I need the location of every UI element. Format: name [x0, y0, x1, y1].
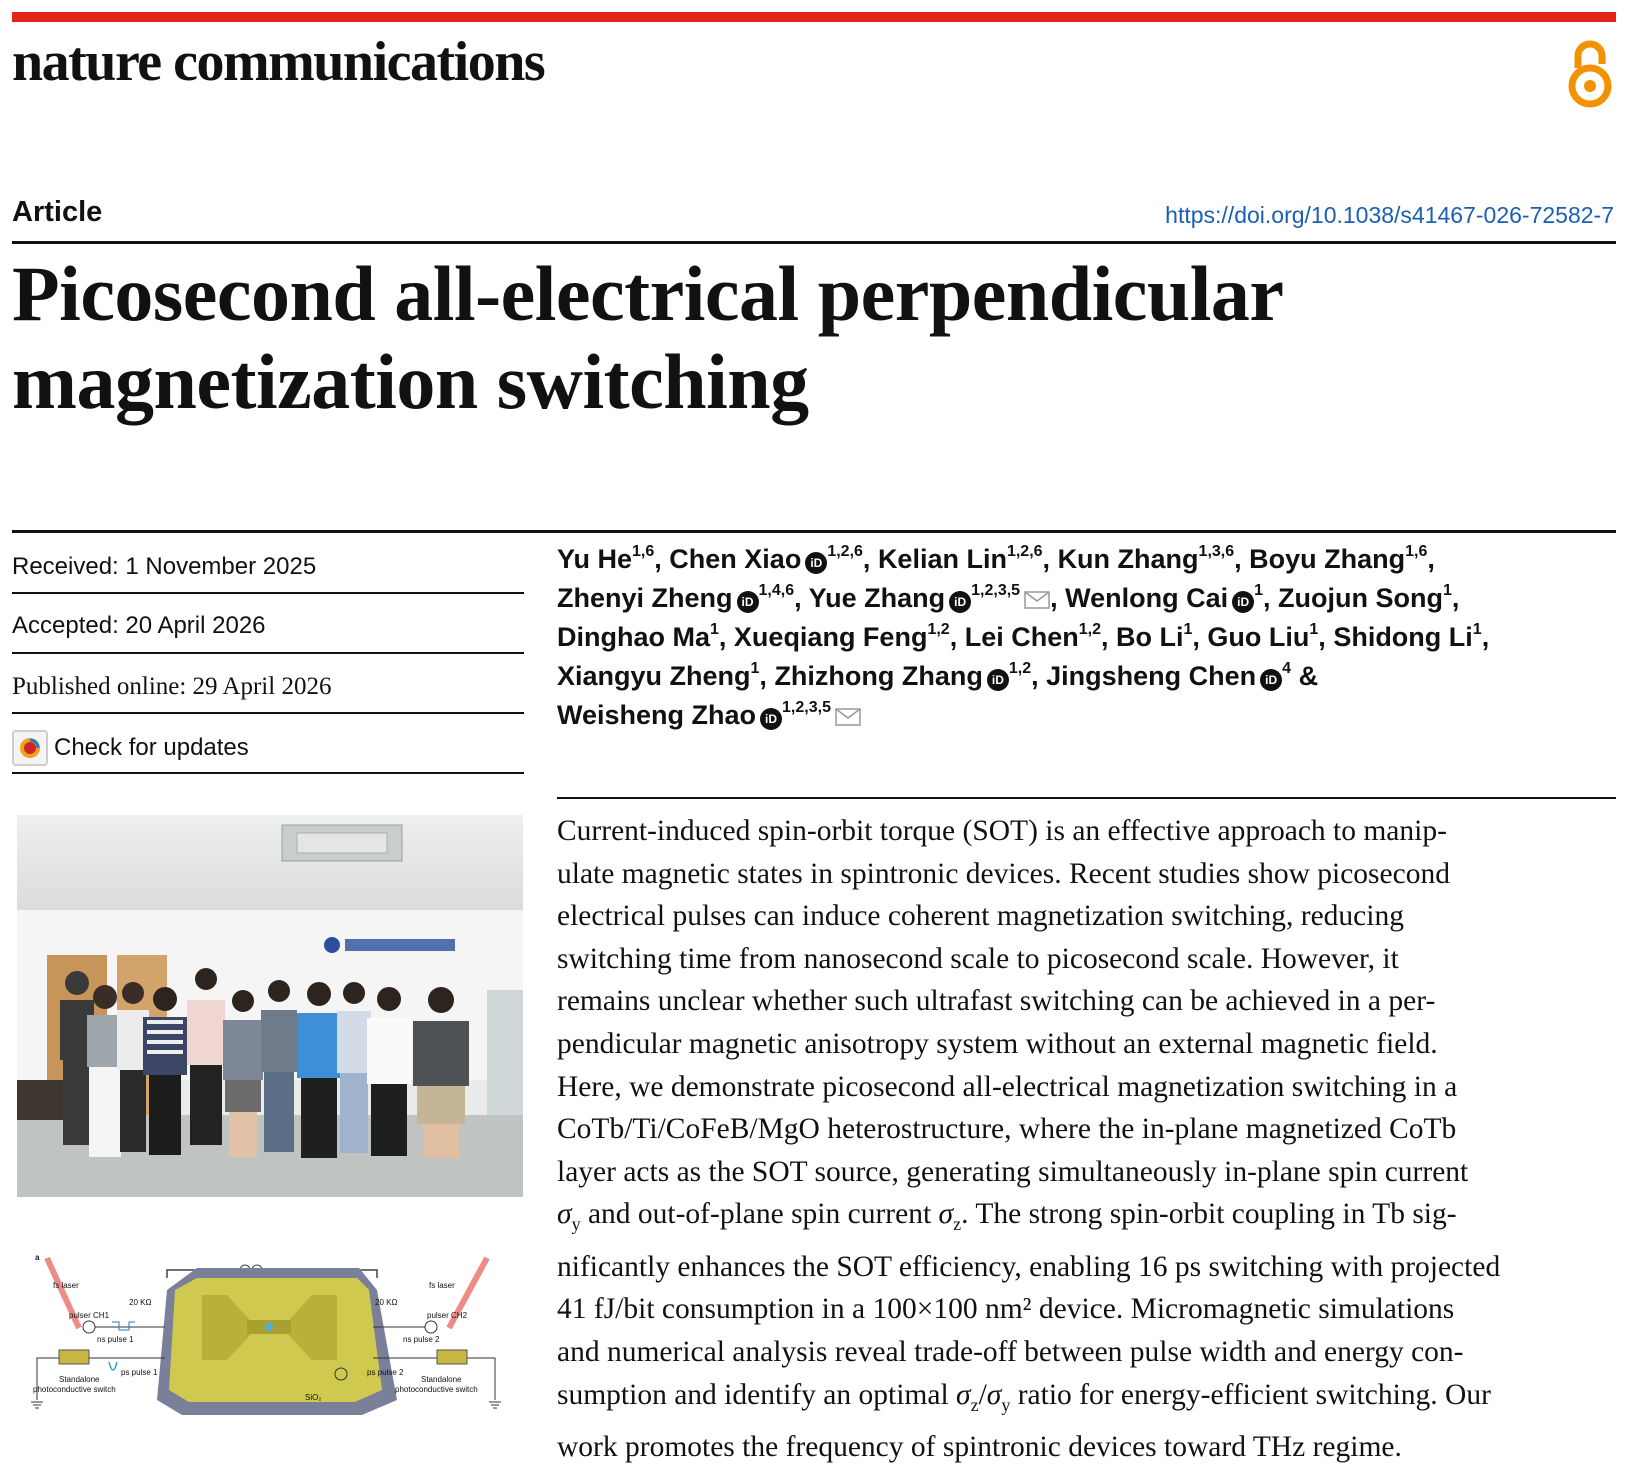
author-affiliations: 1 [1472, 621, 1482, 638]
open-access-lock-icon [1566, 34, 1614, 110]
switch-right-label-1: Standalone [421, 1375, 462, 1384]
team-photo [17, 815, 523, 1197]
orcid-icon[interactable]: iD [949, 591, 971, 613]
author-name: Yu He [557, 544, 633, 574]
abstract-line: nificantly enhances the SOT efficiency, enabling 16 ps switching with projected [557, 1250, 1501, 1283]
author[interactable] [669, 544, 863, 574]
author-name: Boyu Zhang [1249, 544, 1406, 574]
author-affiliations: 1,6 [1405, 543, 1428, 560]
author[interactable] [1116, 622, 1192, 652]
ns-pulse-1-label: ns pulse 1 [97, 1335, 134, 1344]
switch-left-label-1: Standalone [59, 1375, 100, 1384]
email-icon[interactable] [835, 708, 861, 726]
accepted-date: Accepted: 20 April 2026 [12, 612, 266, 639]
journal-accent-bar [12, 12, 1616, 22]
abstract [557, 810, 1615, 1469]
author-name: Zuojun Song [1278, 583, 1443, 613]
orcid-icon[interactable]: iD [987, 669, 1009, 691]
author[interactable] [734, 622, 950, 652]
author-affiliations: 1 [1309, 621, 1319, 638]
title-line: Picosecond all-electrical perpendicular [12, 250, 1284, 337]
substrate-label: SiO₂ [305, 1393, 322, 1402]
check-for-updates-icon [12, 730, 48, 766]
author-line: Xiangyu Zheng$^1$, Zhizhong Zhang iD$^{1,2}$, Jingsheng Chen $iD^4$ & [557, 660, 1319, 691]
author[interactable] [1333, 622, 1481, 652]
article-type: Article [12, 196, 103, 228]
abstract-line: work promotes the frequency of spintronic devices toward THz regime. [557, 1431, 1402, 1464]
author-affiliations: 1,2 [1008, 660, 1032, 677]
author-affiliations: 1 [1442, 582, 1452, 599]
switch-left-label-2: photoconductive switch [33, 1385, 116, 1394]
resistor-right-label: 20 KΩ [375, 1298, 398, 1307]
abstract-line: 41 fJ/bit consumption in a 100×100 nm² device. Micromagnetic simulations [557, 1293, 1455, 1326]
ps-pulse-1-label: ps pulse 1 [121, 1368, 158, 1377]
orcid-icon[interactable]: iD [760, 708, 782, 730]
abstract-line: Here, we demonstrate picosecond all-electrical magnetization switching in a [557, 1070, 1458, 1103]
fs-laser-right-label: fs laser [429, 1281, 455, 1290]
author[interactable] [1065, 583, 1263, 613]
author-line: Dinghao Ma$^1$, Xueqiang Feng$^{1,2}$, Lei Chen$^{1,2}$, Bo Li$^1$, Guo Liu$^1$, Shidong Li$^1$, [557, 621, 1490, 652]
ps-pulse-2-label: ps pulse 2 [367, 1368, 404, 1377]
author-name: Xueqiang Feng [733, 622, 928, 652]
author-name: Shidong Li [1333, 622, 1473, 652]
author-name: Kun Zhang [1057, 544, 1199, 574]
title-line: magnetization switching [12, 338, 809, 425]
abstract-line: pendicular magnetic anisotropy system without an external magnetic field. [557, 1027, 1438, 1060]
abstract-line: CoTb/Ti/CoFeB/MgO heterostructure, where the in-plane magnetized CoTb [557, 1113, 1457, 1146]
author[interactable] [1207, 622, 1318, 652]
author[interactable] [1058, 544, 1235, 574]
switch-right-label-2: photoconductive switch [395, 1385, 478, 1394]
author-affiliations: 1,2,3,5 [971, 582, 1021, 599]
author[interactable] [557, 622, 719, 652]
ns-pulse-2-label: ns pulse 2 [403, 1335, 440, 1344]
author-affiliations: 1,3,6 [1198, 543, 1235, 560]
author[interactable] [557, 661, 759, 691]
author-name: Weisheng Zhao [557, 700, 757, 730]
author-affiliations: 1,2 [927, 621, 950, 638]
author-name: Zhenyi Zheng [557, 583, 733, 613]
author-name: Guo Liu [1207, 622, 1310, 652]
abstract-line: sumption and identify an optimal $\sigma_z/\sigma_y$ ratio for energy-efficient switching. Our [557, 1378, 1491, 1415]
abstract-line: switching time from nanosecond scale to picosecond scale. However, it [557, 942, 1399, 975]
author-affiliations: 1,2,6 [1006, 543, 1043, 560]
author-affiliations: 4 [1282, 660, 1292, 677]
author[interactable] [557, 700, 861, 730]
fs-laser-left-label: fs laser [53, 1281, 79, 1290]
meta-divider [12, 772, 524, 774]
journal-name: nature communications [12, 31, 545, 93]
author[interactable] [557, 583, 794, 613]
author[interactable] [809, 583, 1050, 613]
received-date: Received: 1 November 2025 [12, 553, 317, 580]
author-affiliations: 1,2 [1078, 621, 1101, 638]
published-date: Published online: 29 April 2026 [12, 673, 332, 700]
author-line: Zhenyi Zheng iD$^{1,4,6}$, Yue Zhang iD$^{1,2,3,5}$ , Wenlong Cai $iD^1$, Zuojun Song$^1$, [557, 582, 1460, 613]
check-for-updates-label: Check for updates [54, 734, 249, 761]
abstract-line: Current-induced spin-orbit torque (SOT) is an effective approach to manip- [557, 815, 1447, 847]
author-list [557, 540, 1617, 735]
check-for-updates-button[interactable] [12, 730, 249, 766]
meta-divider [12, 712, 524, 714]
abstract-line: ulate magnetic states in spintronic devices. Recent studies show picosecond [557, 857, 1450, 890]
abstract-line: layer acts as the SOT source, generating simultaneously in-plane spin current [557, 1155, 1469, 1188]
header-rule [12, 530, 1616, 533]
pulser-ch2-label: pulser CH2 [427, 1311, 468, 1320]
abstract-line: remains unclear whether such ultrafast switching can be achieved in a per- [557, 985, 1436, 1018]
email-icon[interactable] [1024, 591, 1050, 609]
article-title [12, 250, 1612, 426]
author[interactable] [965, 622, 1101, 652]
author-affiliations: 1 [710, 621, 719, 638]
author-line: Yu He$^{1,6}$, Chen Xiao iD$^{1,2,6}$, Kelian Lin$^{1,2,6}$, Kun Zhang$^{1,3,6}$, Boyu Zhang$^{1,6}$, [557, 543, 1435, 574]
resistor-left-label: 20 KΩ [129, 1298, 152, 1307]
author-name: Dinghao Ma [557, 622, 710, 652]
abstract-line: $\sigma_y$ and out-of-plane spin current $\sigma_z$. The strong spin-orbit coupling in Tb sig- [557, 1198, 1457, 1235]
author-name: Bo Li [1115, 622, 1184, 652]
abstract-line: and numerical analysis reveal trade-off between pulse width and energy con- [557, 1336, 1464, 1369]
author-affiliations: 1,4,6 [758, 582, 795, 599]
author[interactable] [878, 544, 1043, 574]
author-affiliations: 1,2,6 [827, 543, 863, 560]
abstract-line: electrical pulses can induce coherent magnetization switching, reducing [557, 900, 1404, 933]
figure-panel-label: a [35, 1253, 40, 1262]
author-affiliations: 1,6 [632, 543, 655, 560]
author-name: Wenlong Cai [1065, 583, 1229, 613]
author[interactable] [774, 661, 1031, 691]
author-affiliations: 1,2,3,5 [782, 699, 831, 716]
author[interactable] [1278, 583, 1452, 613]
abstract-rule [557, 797, 1616, 799]
author[interactable] [1249, 544, 1427, 574]
author-affiliations: 1 [1254, 582, 1264, 599]
title-rule [12, 241, 1616, 244]
orcid-icon[interactable]: iD [805, 552, 827, 574]
author-name: Kelian Lin [877, 544, 1007, 574]
author-name: Chen Xiao [669, 544, 802, 574]
author[interactable] [1046, 661, 1291, 691]
author-affiliations: 1 [1183, 621, 1193, 638]
device-schematic [17, 1250, 523, 1422]
author-name: Yue Zhang [808, 583, 946, 613]
author-name: Xiangyu Zheng [557, 661, 751, 691]
author-name: Jingsheng Chen [1046, 661, 1257, 691]
orcid-icon[interactable]: iD [1260, 669, 1282, 691]
meta-divider [12, 652, 524, 654]
author[interactable] [557, 544, 654, 574]
doi-link[interactable]: https://doi.org/10.1038/s41467-026-72582-7 [1165, 202, 1614, 228]
orcid-icon[interactable]: iD [1232, 591, 1254, 613]
author-name: Zhizhong Zhang [774, 661, 983, 691]
author-name: Lei Chen [964, 622, 1079, 652]
author-line [557, 696, 1617, 735]
meta-divider [12, 592, 524, 594]
author-affiliations: 1 [750, 660, 760, 677]
pulser-ch1-label: pulser CH1 [69, 1311, 110, 1320]
orcid-icon[interactable]: iD [737, 591, 759, 613]
